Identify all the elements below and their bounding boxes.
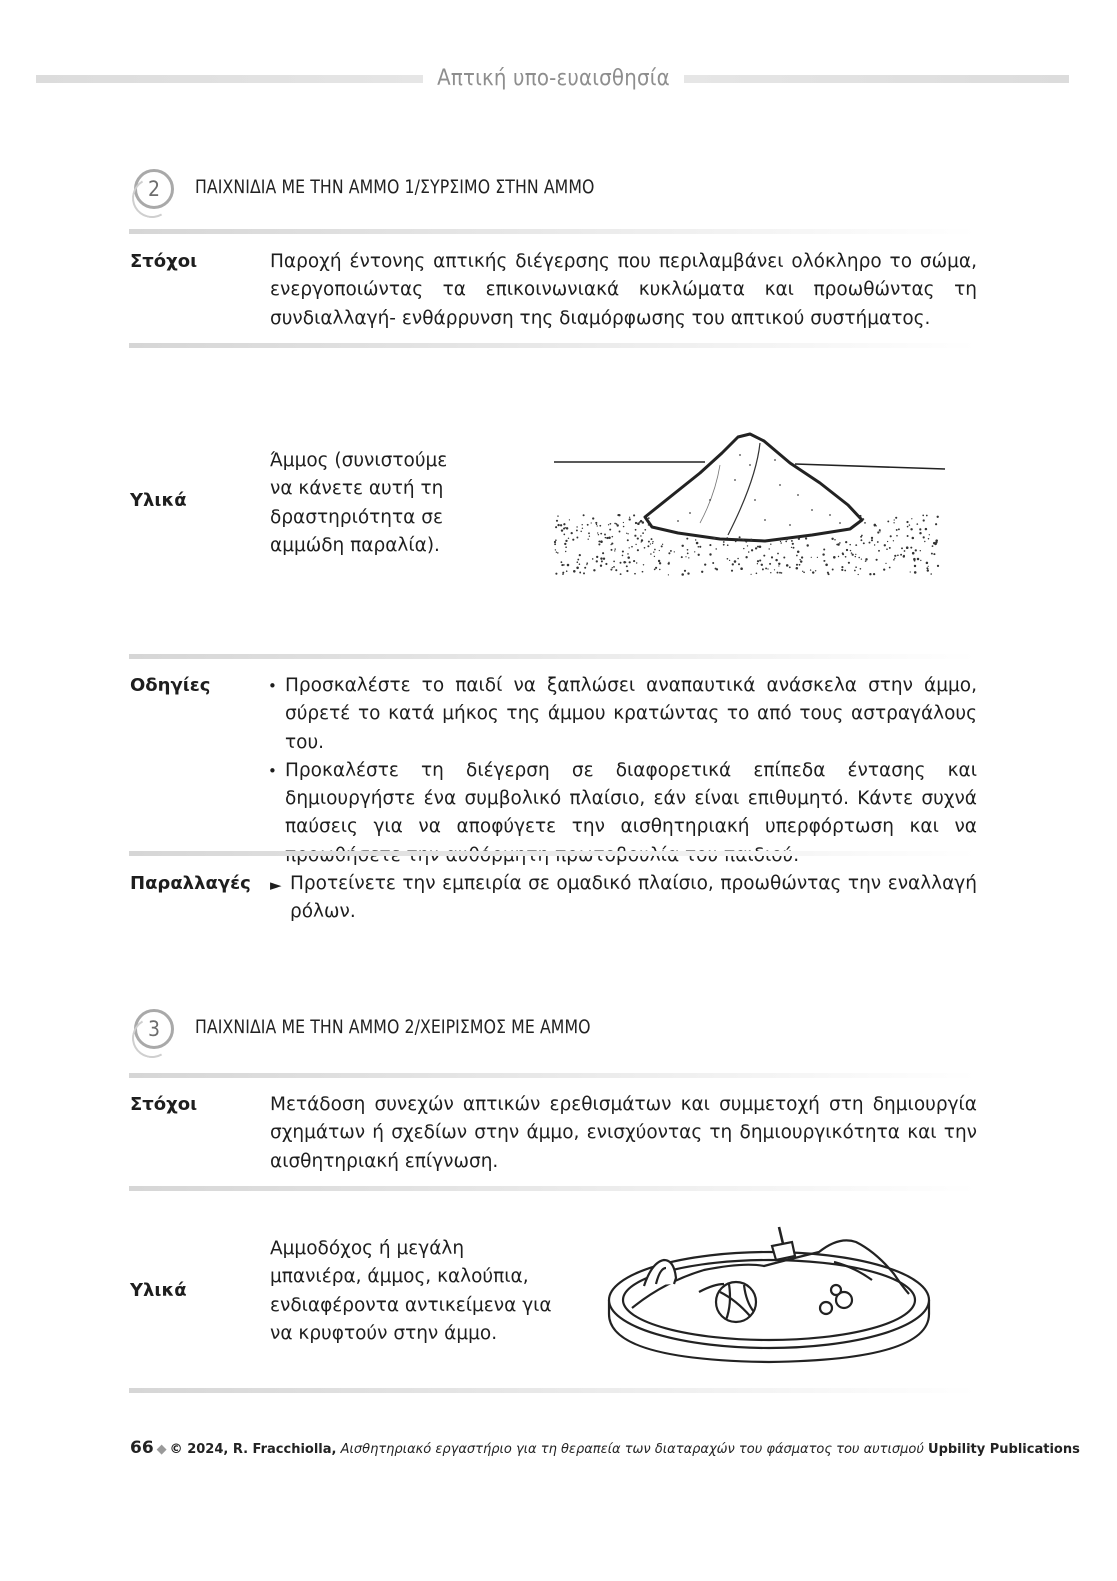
materials-line: Άμμος (συνιστούμε	[270, 450, 448, 471]
page-footer	[130, 1438, 1080, 1458]
goals-text: Μετάδοση συνεχών απτικών ερεθισμάτων και συμμετοχή στη δημιουργία σχημάτων ή σχεδίων στην άμμο, ενισχύοντας τη δημιουργικότητα και την αισθητηριακή επίγνωση.	[270, 1094, 977, 1172]
materials-line: αμμώδη παραλία).	[270, 534, 440, 556]
section-number-badge: 3	[134, 1009, 174, 1049]
bullet-dot: •	[268, 761, 277, 780]
instructions-list	[268, 672, 977, 870]
header-rule-right	[684, 75, 1069, 83]
instruction-text: Προσκαλέστε το παιδί να ξαπλώσει αναπαυτικά ανάσκελα στην άμμο, σύρετέ το κατά μήκος της άμμου κρατώντας το από τους αστραγάλους του.	[285, 675, 977, 753]
materials-line: να κρυφτούν στην άμμο.	[270, 1322, 498, 1344]
sand-pile-illustration	[550, 425, 950, 580]
instructions-label: Οδηγίες	[130, 675, 211, 696]
goals-label: Στόχοι	[130, 251, 198, 272]
header-rule-left	[36, 75, 423, 83]
materials-text	[270, 1235, 552, 1348]
page-number: 66	[130, 1438, 154, 1458]
bullet-dot: •	[268, 677, 277, 695]
section-number-badge: 2	[134, 169, 174, 209]
materials-line: να κάνετε αυτή τη	[270, 478, 444, 500]
materials-label: Υλικά	[130, 1280, 187, 1301]
separator	[129, 1073, 977, 1078]
separator	[129, 654, 977, 659]
separator	[129, 1186, 977, 1191]
goals-label: Στόχοι	[130, 1094, 198, 1115]
materials-line: ενδιαφέροντα αντικείμενα για	[270, 1294, 552, 1316]
separator	[129, 1388, 977, 1393]
variations-label: Παραλλαγές	[130, 873, 251, 894]
publisher: Upbility Publications	[928, 1442, 1080, 1457]
book-title: Αισθητηριακό εργαστήριο για τη θεραπεία των διαταραχών του φάσματος του αυτισμού	[340, 1442, 924, 1457]
separator	[129, 229, 977, 234]
materials-label: Υλικά	[130, 490, 187, 511]
page-header-title: Απτική υπο-ευαισθησία	[437, 66, 670, 91]
variation-text: Προτείνετε την εμπειρία σε ομαδικό πλαίσιο, προωθώντας την εναλλαγή ρόλων.	[290, 873, 977, 923]
section-title: ΠΑΙΧΝΙΔΙΑ ΜΕ ΤΗΝ ΑΜΜΟ 1/ΣΥΡΣΙΜΟ ΣΤΗΝ ΑΜΜΟ	[195, 176, 595, 198]
materials-line: δραστηριότητα σε	[270, 506, 443, 528]
goals-text: Παροχή έντονης απτικής διέγερσης που περιλαμβάνει ολόκληρο το σώμα, ενεργοποιώντας τα επικοινωνιακά κυκλώματα και προωθώντας τη συνδιαλλαγή- ενθάρρυνση της διαμόρφωσης του απτικού συστήματος.	[270, 251, 977, 329]
separator	[129, 851, 977, 856]
separator	[129, 343, 977, 348]
materials-text	[270, 447, 447, 560]
copyright: © 2024, R. Fracchiolla,	[169, 1442, 337, 1457]
variation-item	[270, 870, 977, 927]
materials-line: μπανιέρα, άμμος, καλούπια,	[270, 1266, 529, 1288]
list-item	[268, 672, 977, 757]
triangle-right-icon: ►	[270, 876, 282, 894]
diamond-icon: ◆	[156, 1442, 167, 1457]
materials-line: Αμμοδόχος ή μεγάλη	[270, 1238, 465, 1259]
sandbox-illustration	[604, 1222, 934, 1372]
section-title: ΠΑΙΧΝΙΔΙΑ ΜΕ ΤΗΝ ΑΜΜΟ 2/ΧΕΙΡΙΣΜΟΣ ΜΕ ΑΜΜΟ	[195, 1016, 591, 1038]
instruction-text: Προκαλέστε τη διέγερση σε διαφορετικά επίπεδα έντασης και δημιουργήστε ένα συμβολικό πλαίσιο, εάν είναι επιθυμητό. Κάντε συχνά παύσεις για να αποφύγετε την αισθητηριακή υπερφόρτωση και να	[285, 759, 977, 838]
